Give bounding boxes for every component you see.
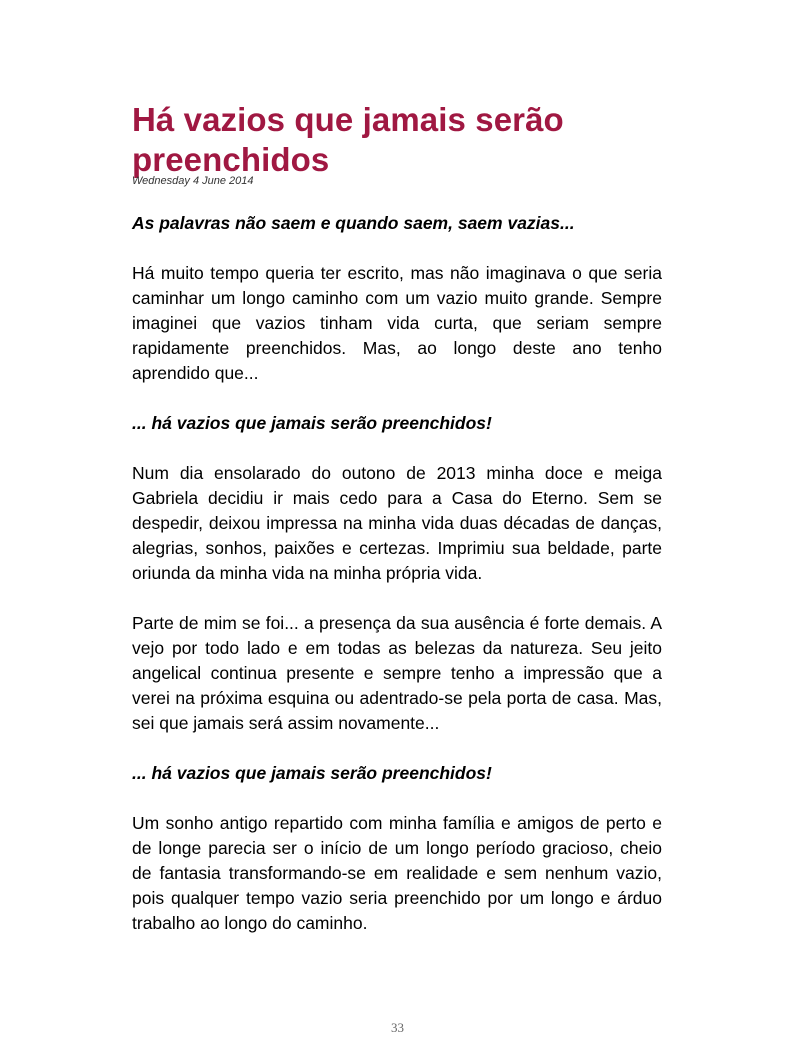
article-title: Há vazios que jamais serão preenchidos (132, 101, 564, 178)
paragraph-2: Num dia ensolarado do outono de 2013 minha doce e meiga Gabriela decidiu ir mais cedo para a Casa do Eterno. Sem se despedir, deixou impressa na minha vida duas décadas de danças, alegrias, sonhos, paixões e certezas. Imprimiu sua beldade, parte oriunda da minha vida na minha própria vida. (132, 463, 662, 583)
paragraph-1: Há muito tempo queria ter escrito, mas não imaginava o que seria caminhar um longo caminho com um vazio muito grande. Sempre imaginei que vazios tinham vida curta, que seriam sempre rapidamente preenchidos. Mas, ao longo deste ano tenho aprendido que... (132, 263, 662, 383)
article (132, 100, 662, 936)
refrain-1: ... há vazios que jamais serão preenchidos! (132, 413, 492, 433)
paragraph-3: Parte de mim se foi... a presença da sua ausência é forte demais. A vejo por todo lado e em todas as belezas da natureza. Seu jeito angelical continua presente e sempre tenho a impressão que a verei na próxima esquina ou adentrado-se pela porta de casa. Mas, sei que jamais será assim novamente... (132, 613, 662, 733)
article-date: Wednesday 4 June 2014 (132, 175, 254, 187)
paragraph-4: Um sonho antigo repartido com minha família e amigos de perto e de longe parecia ser o início de um longo período gracioso, cheio de fantasia transformando-se em realidade e sem nenhum vazio, pois qualquer tempo vazio seria preenchido por um longo e árduo trabalho ao longo do caminho. (132, 813, 662, 933)
refrain-2: ... há vazios que jamais serão preenchidos! (132, 763, 492, 783)
article-intro: As palavras não saem e quando saem, saem vazias... (132, 213, 575, 233)
page-number: 33 (391, 1020, 404, 1035)
